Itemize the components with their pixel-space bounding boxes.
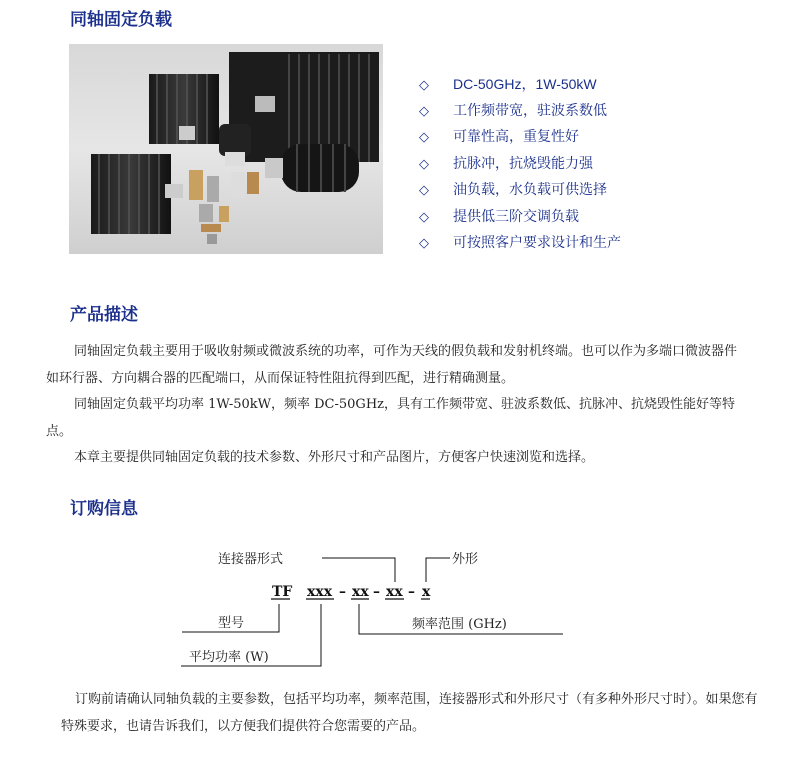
- label-power: 平均功率 (W): [189, 650, 269, 665]
- label-model: 型号: [218, 616, 245, 631]
- coaxial-loads-image: [69, 44, 383, 254]
- feature-list: [419, 73, 621, 259]
- code-connector: xx: [386, 584, 403, 600]
- diamond-bullet-icon: ◇: [419, 130, 429, 145]
- code-frequency: xx: [352, 584, 369, 600]
- description-paragraph: 本章主要提供同轴固定负载的技术参数、外形尺寸和产品图片，方便客户快速浏览和选择。: [74, 450, 595, 465]
- section-title-description: 产品描述: [70, 305, 138, 325]
- code-sep: –: [339, 584, 346, 600]
- description-paragraph: 同轴固定负载平均功率 1W-50kW，频率 DC-50GHz，具有工作频带宽、驻波系数低、抗脉冲、抗烧毁性能好等特点。: [46, 397, 736, 439]
- code-sep: –: [408, 584, 415, 600]
- code-sep: –: [373, 584, 380, 600]
- diamond-bullet-icon: ◇: [419, 236, 429, 251]
- diamond-bullet-icon: ◇: [419, 103, 429, 119]
- code-power: xxx: [307, 584, 333, 600]
- section-title-product: 同轴固定负载: [70, 10, 172, 30]
- label-frequency: 频率范围 (GHz): [412, 617, 507, 632]
- description-paragraph: 同轴固定负载主要用于吸收射频或微波系统的功率，可作为天线的假负载和发射机终端。也可以作为多端口微波器件如环行器、方向耦合器的匹配端口，从而保证特性阻抗得到匹配，进行精确测量。: [46, 344, 738, 386]
- feature-item: ◇ DC-50GHz，1W-50kW: [419, 73, 621, 100]
- code-tf: TF: [272, 584, 293, 600]
- diamond-bullet-icon: ◇: [419, 78, 429, 93]
- feature-item: ◇ 提供低三阶交调负载: [419, 206, 621, 233]
- section-title-ordering: 订购信息: [70, 499, 138, 519]
- product-photo: [69, 44, 383, 254]
- diamond-bullet-icon: ◇: [419, 156, 429, 172]
- feature-item: ◇ 抗脉冲，抗烧毁能力强: [419, 153, 621, 180]
- ordering-note: 订购前请确认同轴负载的主要参数，包括平均功率，频率范围，连接器形式和外形尺寸（有多种外形尺寸时）。如果您有特殊要求，也请告诉我们，以方便我们提供符合您需要的产品。: [61, 692, 758, 734]
- diamond-bullet-icon: ◇: [419, 209, 429, 225]
- feature-item: ◇ 油负载，水负载可供选择: [419, 179, 621, 206]
- diamond-bullet-icon: ◇: [419, 183, 429, 198]
- label-shape: 外形: [452, 552, 479, 567]
- label-connector: 连接器形式: [218, 552, 284, 567]
- feature-item: ◇ 可按照客户要求设计和生产: [419, 232, 621, 259]
- code-shape: x: [422, 584, 431, 600]
- feature-item: ◇ 工作频带宽，驻波系数低: [419, 100, 621, 127]
- feature-item: ◇ 可靠性高，重复性好: [419, 126, 621, 153]
